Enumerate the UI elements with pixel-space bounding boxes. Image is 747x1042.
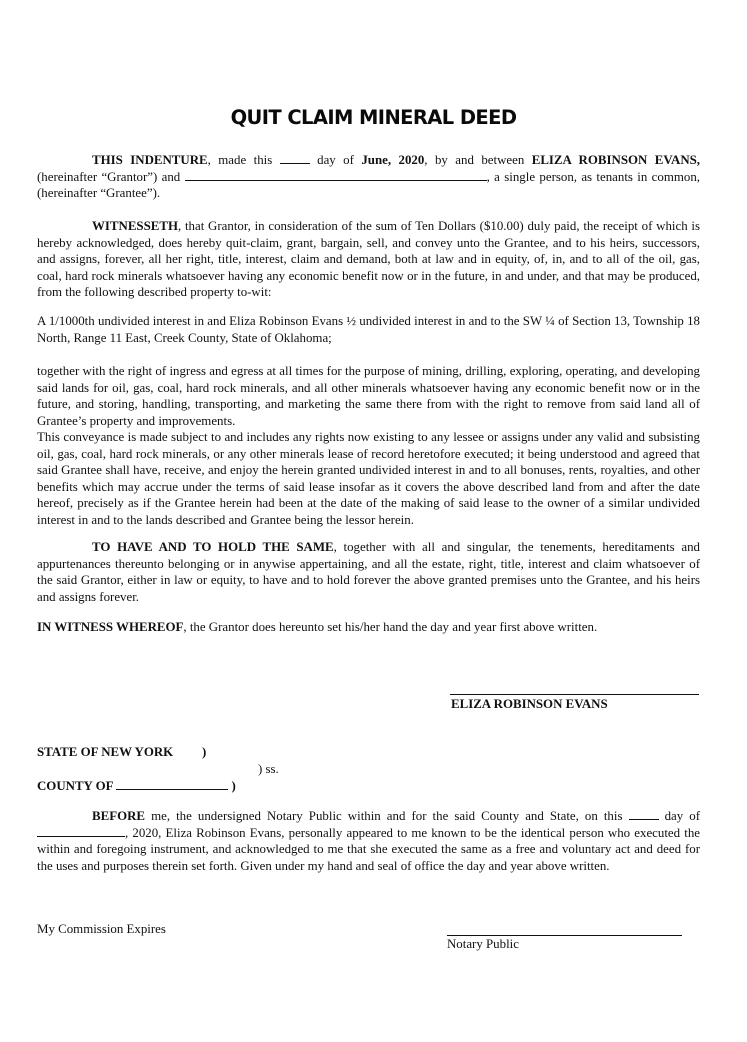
conveyance-paragraph: This conveyance is made subject to and includes any rights now existing to any lessee or assigns under any valid and subsisting oil, gas, coal, hard rock minerals, or any other minerals lease of record heretofore executed; it being understood and agreed that said Grantee shall have, receive, and enjoy the herein granted undivided interest in and to all bonuses, rents, royalties, and other benefits which may accrue under the terms of said lease insofar as it covers the above described land from and after the date hereof, precisely as if the Grantee herein had been at the date of the making of said lease to the owner of a similar undivided interest in and to the lands described and Grantee being the lessor herein. bbox=[37, 430, 700, 527]
acknowledgment-text: day of bbox=[658, 809, 701, 823]
witness-whereof-lead: IN WITNESS WHEREOF bbox=[37, 620, 184, 634]
acknowledgment-lead: BEFORE bbox=[92, 809, 146, 823]
grantee-blank[interactable] bbox=[185, 169, 487, 181]
indenture-text: , made this bbox=[207, 153, 280, 167]
venue-ss: ) ss. bbox=[258, 762, 279, 776]
venue-state: STATE OF NEW YORK bbox=[37, 745, 174, 759]
acknowledgment-text: me, the undersigned Notary Public within and for the said County and State, on this bbox=[145, 809, 629, 823]
property-description: A 1/1000th undivided interest in and Eliza Robinson Evans ½ undivided interest in and to the SW ¼ of Section 13, Township 18 North, Range 11 East, Creek County, State of Oklahoma; bbox=[37, 314, 700, 345]
notary-public-label: Notary Public bbox=[447, 937, 519, 951]
indenture-paragraph bbox=[37, 152, 700, 202]
grantor-name: ELIZA ROBINSON EVANS, bbox=[531, 153, 701, 167]
ack-month-blank[interactable] bbox=[37, 825, 125, 837]
witnesseth-lead: WITNESSETH bbox=[92, 219, 178, 233]
habendum-paragraph bbox=[37, 539, 700, 605]
acknowledgment-text: , 2020, Eliza Robinson Evans, personally appeared to me known to be the identical person who executed the within and foregoing instrument, and acknowledged to me that she executed the same as a free and voluntary act and deed for the uses and purposes therein set forth. Given under my hand and seal of office the day and year above written. bbox=[37, 825, 700, 873]
habendum-lead: TO HAVE AND TO HOLD THE SAME bbox=[92, 540, 334, 554]
notary-signature-line[interactable] bbox=[447, 935, 682, 936]
indenture-text: day of bbox=[309, 153, 362, 167]
ack-day-blank[interactable] bbox=[629, 808, 659, 820]
venue-county-label bbox=[37, 778, 236, 794]
indenture-text: (hereinafter “Grantor”) and bbox=[37, 169, 185, 184]
county-label: COUNTY OF bbox=[37, 779, 117, 793]
commission-expires-label: My Commission Expires bbox=[37, 922, 166, 936]
day-blank[interactable] bbox=[280, 152, 310, 164]
document-title: QUIT CLAIM MINERAL DEED bbox=[230, 106, 517, 129]
habendum-text: , together with all and singular, the tenements, hereditaments and appurtenances thereunto belonging or in anywise appertaining, and all the estate, right, title, interest and claim whatsoever of the said Grantor, either in law or equity, to have and to hold forever the above granted premises unto the Grantee, and his heirs and assigns forever. bbox=[37, 540, 700, 604]
county-blank[interactable] bbox=[116, 778, 228, 790]
acknowledgment-paragraph bbox=[37, 808, 700, 874]
signature-name: ELIZA ROBINSON EVANS bbox=[451, 697, 608, 711]
witness-whereof-text: , the Grantor does hereunto set his/her hand the day and year first above written. bbox=[183, 620, 598, 634]
grantor-signature-line[interactable] bbox=[450, 694, 699, 695]
deed-date: June, 2020 bbox=[361, 153, 425, 167]
indenture-text: , a single person, as tenants in common, bbox=[486, 169, 701, 184]
witnesseth-paragraph bbox=[37, 218, 700, 301]
indenture-text: , by and between bbox=[424, 153, 532, 167]
indenture-lead: THIS INDENTURE bbox=[92, 153, 208, 167]
venue-state-paren: ) bbox=[202, 745, 207, 759]
county-paren: ) bbox=[231, 779, 236, 793]
witness-whereof-paragraph bbox=[37, 619, 700, 636]
together-paragraph: together with the right of ingress and egress at all times for the purpose of mining, drilling, exploring, operating, and developing said lands for oil, gas, coal, hard rock minerals, and all other minerals whatsoever having any economic benefit now or in the future, and storing, handling, transporting, and marketing the same there from with the right to remove from said land all of Grantee’s property and improvements. bbox=[37, 364, 700, 428]
witnesseth-text: , that Grantor, in consideration of the sum of Ten Dollars ($10.00) duly paid, the receipt of which is hereby acknowledged, does hereby quit-claim, grant, bargain, sell, and convey unto the Grantee, and to his heirs, successors, and assigns, forever, all her right, title, interest, claim and demand, both at law and in equity, of, in, and to all of the oil, gas, coal, hard rock minerals whatsoever having any economic benefit now or in the future, in and under, and that may be produced, from the following described property to-wit: bbox=[37, 219, 700, 300]
indenture-text: (hereinafter “Grantee”). bbox=[37, 186, 161, 201]
